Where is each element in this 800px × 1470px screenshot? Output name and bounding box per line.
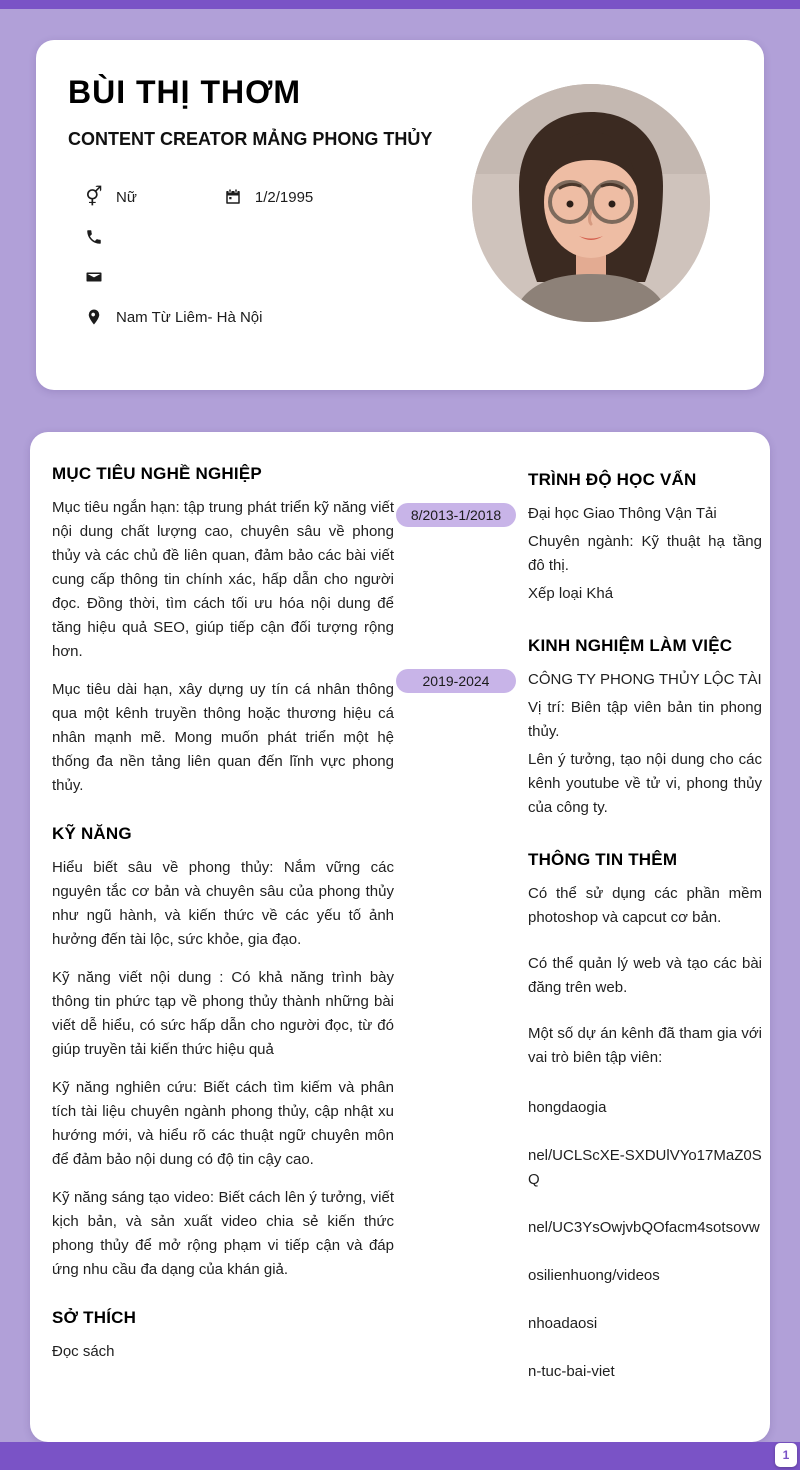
hobby-item: Đọc sách <box>52 1343 115 1360</box>
section-heading-education: TRÌNH ĐỘ HỌC VẤN <box>528 470 697 489</box>
profile-photo <box>472 84 710 322</box>
experience-line: CÔNG TY PHONG THỦY LỘC TÀI <box>528 671 762 688</box>
section-heading-objective: MỤC TIÊU NGHỀ NGHIỆP <box>52 464 262 483</box>
top-accent-strip <box>0 0 800 9</box>
objective-paragraph: Mục tiêu ngắn hạn: tập trung phát triển kỹ năng viết nội dung chất lượng cao, chuyên sâu về phong thủy và các chủ đề liên quan, đảm bảo các bài viết cung cấp thông tin chính xác, hấp dẫn cho người đọc. Đồng thời, tìm cách tối ưu hóa nội dung để tăng hiệu quả SEO, giúp tiếp cận đối tượng rộng hơn. <box>52 499 394 660</box>
section-heading-additional: THÔNG TIN THÊM <box>528 850 678 869</box>
birthdate-value: 1/2/1995 <box>254 188 314 206</box>
skill-paragraph: Kỹ năng nghiên cứu: Biết cách tìm kiếm và phân tích tài liệu chuyên ngành phong thủy, cập nhật xu hướng mới, và hiểu rõ các thuật ngữ chuyên môn để đảm bảo nội dung có độ tin cậy cao. <box>52 1079 394 1168</box>
email-row <box>84 267 116 287</box>
gender-value: Nữ <box>116 188 137 206</box>
objective-paragraph: Mục tiêu dài hạn, xây dựng uy tín cá nhân thông qua một kênh truyền thông hoặc thương hiệu cá nhân mạnh mẽ. Mong muốn phát triển một hệ thống đa nền tảng liên quan đến lĩnh vực phong thủy. <box>52 681 394 794</box>
project-link: nhoadaosi <box>528 1315 598 1332</box>
education-period-badge: 8/2013-1/2018 <box>396 503 516 527</box>
education-line: Xếp loại Khá <box>528 585 614 602</box>
resume-body-card <box>30 432 770 1442</box>
birthdate-row <box>223 187 313 207</box>
education-line: Đại học Giao Thông Vận Tải <box>528 505 717 522</box>
gender-row <box>84 187 137 207</box>
experience-period-badge: 2019-2024 <box>396 669 516 693</box>
experience-line: Lên ý tưởng, tạo nội dung cho các kênh youtube về tử vi, phong thủy của công ty. <box>528 751 762 816</box>
address-value: Nam Từ Liêm- Hà Nội <box>116 308 263 326</box>
project-links <box>528 1096 762 1384</box>
education-entry <box>410 502 762 606</box>
project-link: hongdaogia <box>528 1099 607 1116</box>
skill-paragraph: Kỹ năng viết nội dung : Có khả năng trình bày thông tin phức tạp về phong thủy thành những bài viết dễ hiểu, có sức hấp dẫn cho người đọc, từ đó giúp truyền tải kiến thức hiệu quả <box>52 969 394 1058</box>
project-link: nel/UC3YsOwjvbQOfacm4sotsovw <box>528 1219 760 1236</box>
experience-line: Vị trí: Biên tập viên bản tin phong thủy. <box>528 699 762 740</box>
contact-info <box>68 177 484 337</box>
portrait-avatar-illustration <box>472 84 710 322</box>
mail-icon <box>84 267 104 287</box>
additional-paragraph: Có thể quản lý web và tạo các bài đăng trên web. <box>528 955 762 996</box>
skill-paragraph: Hiểu biết sâu về phong thủy: Nắm vững các nguyên tắc cơ bản và chuyên sâu của phong thủy như ngũ hành, và kiến thức về các yếu tố ảnh hưởng đến tài lộc, sức khỏe, gia đạo. <box>52 859 394 948</box>
person-name: BÙI THỊ THƠM <box>68 74 302 110</box>
additional-paragraph: Một số dự án kênh đã tham gia với vai trò biên tập viên: <box>528 1025 762 1066</box>
right-column <box>410 456 762 1384</box>
project-link: osilienhuong/videos <box>528 1267 660 1284</box>
address-row <box>84 307 262 327</box>
bottom-accent-strip <box>0 1442 800 1470</box>
left-column <box>52 456 394 1364</box>
skill-paragraph: Kỹ năng sáng tạo video: Biết cách lên ý tưởng, viết kịch bản, và sản xuất video chia sẻ kiến thức phong thủy để mở rộng phạm vi tiếp cận và đáp ứng nhu cầu đa dạng của khán giả. <box>52 1189 394 1278</box>
phone-icon <box>84 227 104 247</box>
gender-icon: ⚥ <box>85 186 103 208</box>
section-heading-experience: KINH NGHIỆM LÀM VIỆC <box>528 636 733 655</box>
additional-paragraph: Có thể sử dụng các phần mềm photoshop và capcut cơ bản. <box>528 885 762 926</box>
page-number-badge[interactable]: 1 <box>775 1443 797 1467</box>
header-card <box>36 40 764 390</box>
education-line: Chuyên ngành: Kỹ thuật hạ tầng đô thị. <box>528 533 762 574</box>
location-icon <box>84 307 104 327</box>
project-link: nel/UCLScXE-SXDUlVYo17MaZ0SQ <box>528 1147 762 1188</box>
section-heading-skills: KỸ NĂNG <box>52 824 132 843</box>
job-title: CONTENT CREATOR MẢNG PHONG THỦY <box>68 129 433 149</box>
phone-row <box>84 227 116 247</box>
calendar-icon <box>223 187 243 207</box>
section-heading-hobbies: SỞ THÍCH <box>52 1308 137 1327</box>
experience-entry <box>422 668 762 820</box>
project-link: n-tuc-bai-viet <box>528 1363 615 1380</box>
